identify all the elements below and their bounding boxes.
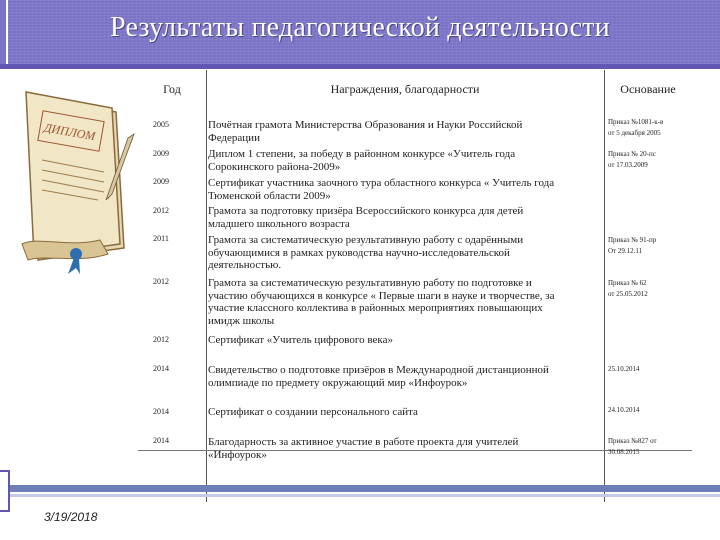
diploma-label: ДИПЛОМ (43, 120, 97, 144)
award-cell: Сертификат «Учитель цифрового века» (208, 334, 393, 346)
column-divider (206, 70, 207, 502)
title-underline (0, 64, 720, 69)
footer-band (0, 485, 720, 492)
footer-edge-bracket (0, 470, 10, 512)
year-cell: 2012 (153, 277, 169, 286)
award-cell: Грамота за систематическую результативную работу по подготовке и участию обучающихся в конкурсе « Первые шаги в науке и творчестве, за участие классного коллектива в районных мероприятиях повышающих имидж школы (208, 277, 555, 327)
award-cell: Сертификат о создании персонального сайта (208, 406, 418, 418)
diploma-scroll-icon (22, 92, 134, 274)
basis-cell: Приказ № 20-пс от 17.03.2009 (608, 150, 656, 169)
award-cell: Сертификат участника заочного тура областного конкурса « Учитель года Тюменской области 2009» (208, 177, 555, 202)
slide-title: Результаты педагогической деятельности (110, 12, 610, 43)
basis-cell: 24.10.2014 (608, 406, 640, 414)
award-cell: Почётная грамота Министерства Образования и Науки Российской Федерации (208, 119, 523, 144)
year-cell: 2014 (153, 436, 169, 445)
year-cell: 2014 (153, 364, 169, 373)
footer-band-light (0, 494, 720, 497)
year-cell: 2012 (153, 335, 169, 344)
basis-cell: Приказ № 91-пр От 29.12.11 (608, 236, 657, 255)
slide-date: 3/19/2018 (44, 510, 98, 524)
header-award: Награждения, благодарности (330, 82, 480, 96)
award-cell: Грамота за систематическую результативную работу с одарёнными обучающимися в рамках руководства научно-исследовательской деятельностью. (208, 234, 524, 271)
year-cell: 2014 (153, 407, 169, 416)
year-cell: 2009 (153, 149, 169, 158)
year-cell: 2009 (153, 177, 169, 186)
header-basis: Основание (620, 82, 676, 96)
award-cell: Благодарность за активное участие в работе проекта для учителей «Инфоурок» (208, 436, 519, 461)
basis-cell: Приказ № 62 от 25.05.2012 (608, 279, 648, 298)
column-divider (604, 70, 605, 502)
header-year: Год (163, 82, 181, 96)
awards-table (138, 70, 692, 502)
year-cell: 2012 (153, 206, 169, 215)
award-cell: Диплом 1 степени, за победу в районном конкурсе «Учитель года Сорокинского района-2009» (208, 148, 516, 173)
basis-cell: 25.10.2014 (608, 365, 640, 373)
basis-cell: Приказ №827 от 30.08.2015 (608, 437, 657, 456)
award-cell: Грамота за подготовку призёра Всероссийского конкурса для детей младшего школьного возраста (208, 205, 524, 230)
basis-cell: Приказ №1081-к-в от 5 декабря 2005 (608, 118, 664, 137)
diploma-scroll-image (8, 78, 136, 278)
year-cell: 2005 (153, 120, 169, 129)
award-cell: Свидетельство о подготовке призёров в Международной дистанционной олимпиаде по предмету окружающий мир «Инфоурок» (208, 364, 549, 389)
year-cell: 2011 (153, 234, 169, 243)
